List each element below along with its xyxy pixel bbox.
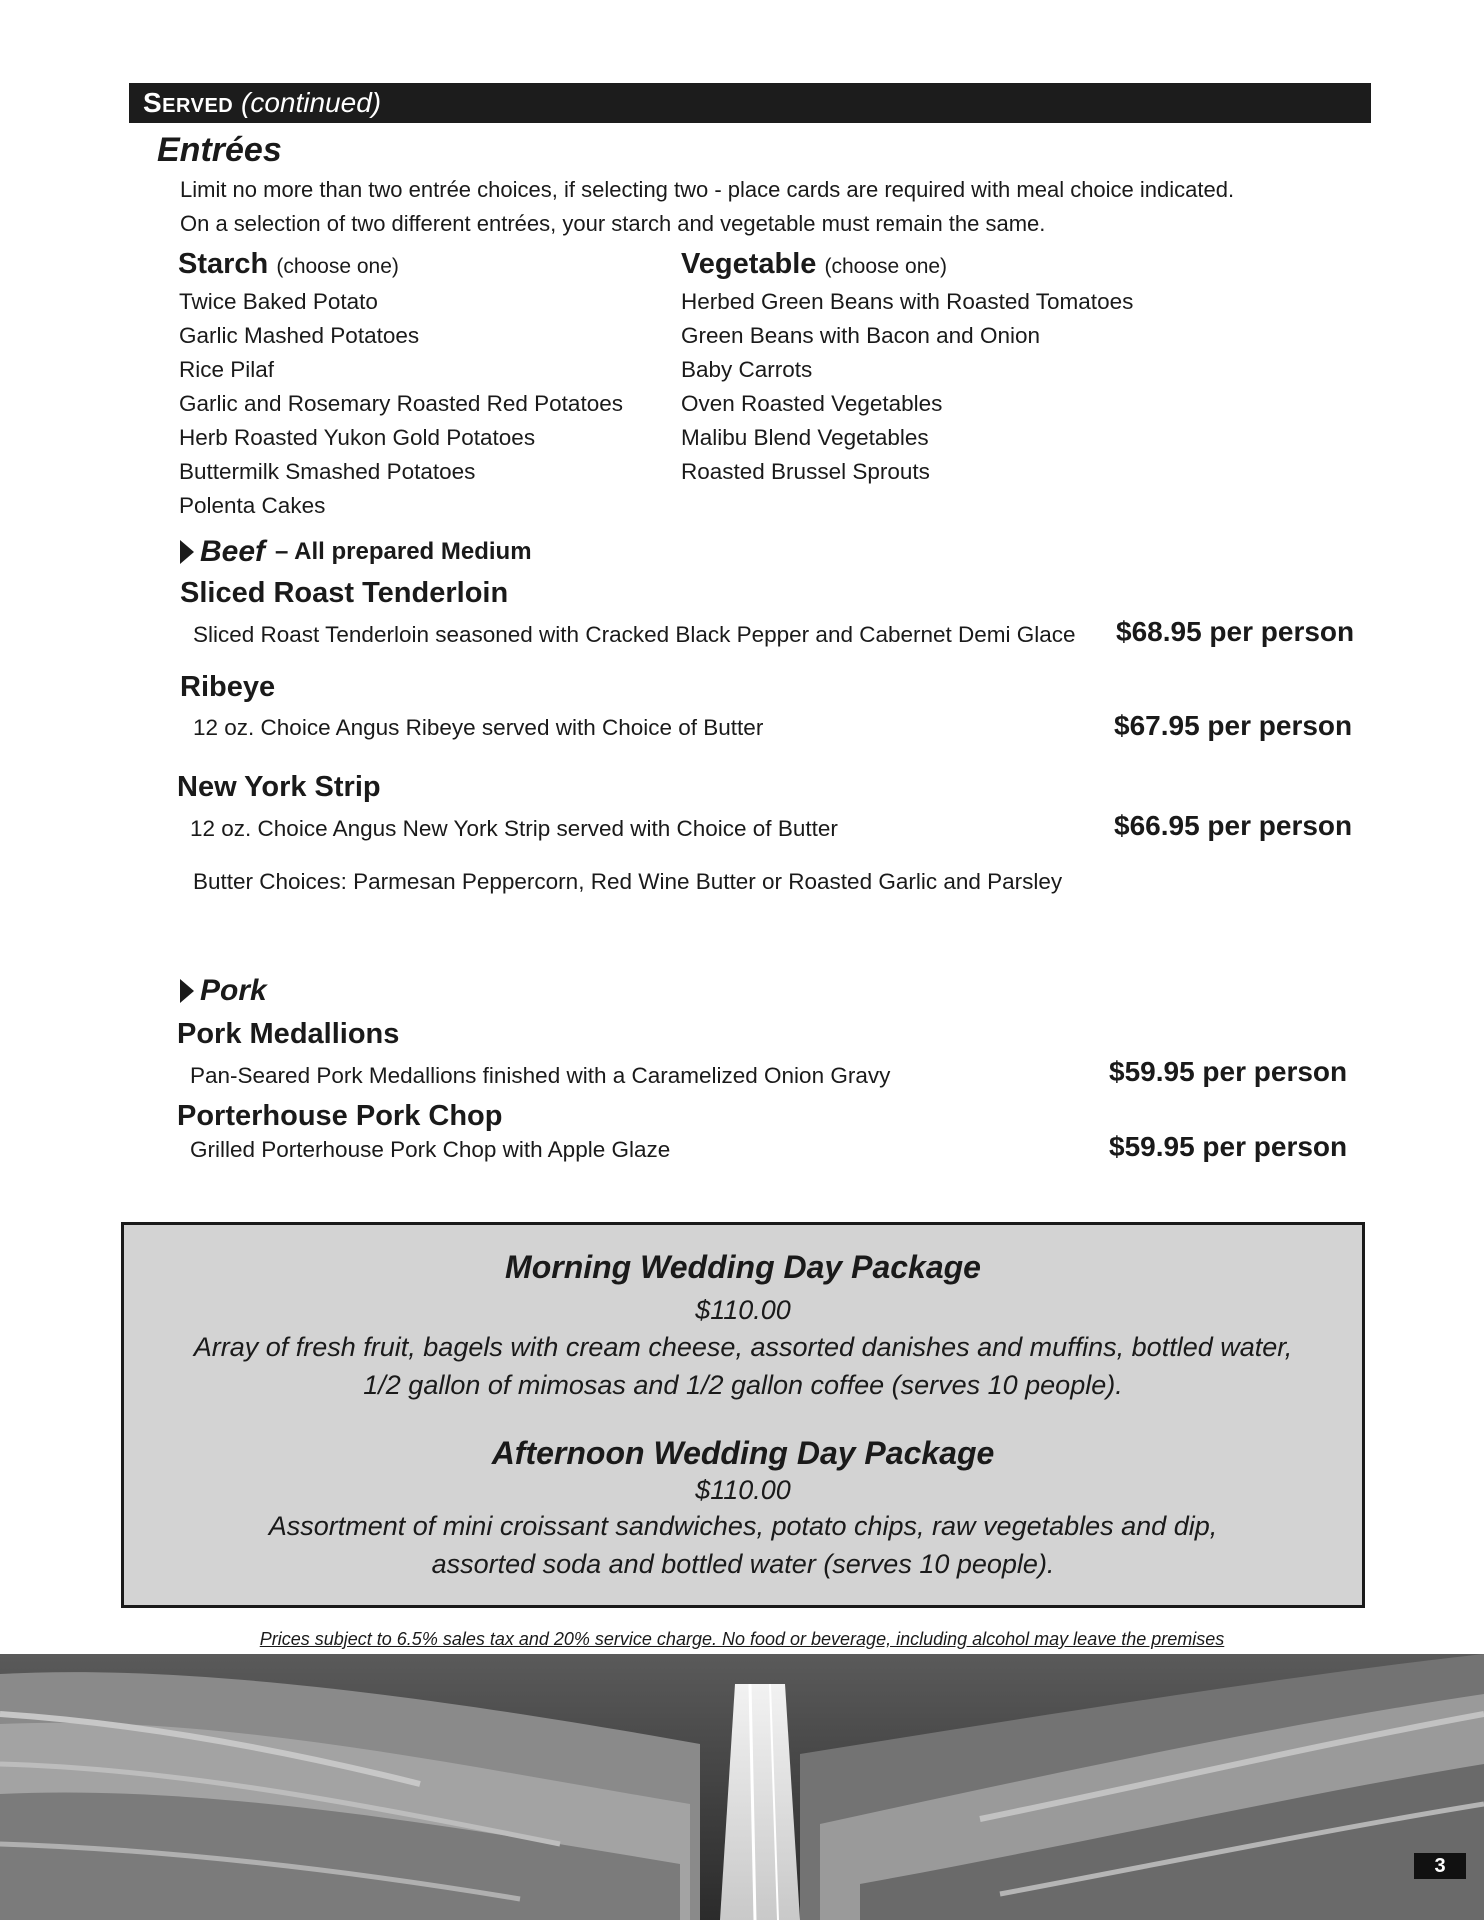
triangle-bullet-icon	[180, 540, 194, 564]
starch-list	[179, 285, 623, 523]
starch-heading-note: (choose one)	[276, 255, 399, 278]
package-price: $110.00	[695, 1295, 791, 1325]
pork-title: Pork	[200, 974, 267, 1007]
package-price: $110.00	[695, 1475, 791, 1505]
starch-item: Rice Pilaf	[179, 357, 275, 382]
beef-note: – All prepared Medium	[275, 538, 532, 565]
package-description-line: Array of fresh fruit, bagels with cream cheese, assorted danishes and muffins, bottled water,	[193, 1332, 1293, 1362]
starch-item: Herb Roasted Yukon Gold Potatoes	[179, 425, 536, 450]
dish-description: 12 oz. Choice Angus Ribeye served with Choice of Butter	[193, 715, 764, 740]
vegetable-item: Baby Carrots	[681, 357, 813, 382]
starch-item: Garlic Mashed Potatoes	[179, 323, 420, 348]
dish-description: Sliced Roast Tenderloin seasoned with Cracked Black Pepper and Cabernet Demi Glace	[193, 622, 1076, 647]
section-header-subtitle: (continued)	[241, 87, 382, 118]
package-description-line: 1/2 gallon of mimosas and 1/2 gallon coffee (serves 10 people).	[363, 1370, 1123, 1400]
vegetable-heading-note: (choose one)	[824, 255, 948, 278]
package-title: Afternoon Wedding Day Package	[491, 1435, 995, 1471]
starch-heading-label: Starch	[178, 248, 269, 280]
starch-item: Polenta Cakes	[179, 493, 326, 518]
vegetable-item: Green Beans with Bacon and Onion	[681, 323, 1040, 348]
dish-description: Grilled Porterhouse Pork Chop with Apple Glaze	[190, 1137, 671, 1162]
dish-description: 12 oz. Choice Angus New York Strip served with Choice of Butter	[190, 816, 838, 841]
vegetable-item: Roasted Brussel Sprouts	[681, 459, 930, 484]
starch-item: Buttermilk Smashed Potatoes	[179, 459, 476, 484]
page-number: 3	[1414, 1853, 1466, 1879]
dish-price: $67.95 per person	[1114, 710, 1353, 741]
beef-section-title	[180, 535, 532, 569]
wedding-packages-box	[121, 1222, 1365, 1608]
entrees-intro-line-1: Limit no more than two entrée choices, if selecting two - place cards are required with meal choice indicated.	[180, 177, 1235, 202]
triangle-bullet-icon	[180, 979, 194, 1003]
dish-name: Sliced Roast Tenderloin	[180, 577, 509, 609]
package-description-line: assorted soda and bottled water (serves 10 people).	[431, 1549, 1055, 1579]
starch-heading	[178, 248, 399, 281]
dish-description: Pan-Seared Pork Medallions finished with a Caramelized Onion Gravy	[190, 1063, 891, 1088]
vegetable-item: Malibu Blend Vegetables	[681, 425, 929, 450]
dish-price: $68.95 per person	[1116, 616, 1355, 647]
dish-name: Porterhouse Pork Chop	[177, 1100, 503, 1132]
pork-section-title	[180, 974, 267, 1008]
vegetable-heading-label: Vegetable	[681, 248, 817, 280]
vegetable-heading	[681, 248, 947, 281]
package-title: Morning Wedding Day Package	[505, 1249, 981, 1285]
pricing-footnote: Prices subject to 6.5% sales tax and 20% service charge. No food or beverage, including alcohol may leave the premises	[259, 1629, 1225, 1649]
dish-price: $59.95 per person	[1109, 1131, 1348, 1162]
dish-price: $66.95 per person	[1114, 810, 1353, 841]
dish-name: Ribeye	[180, 671, 276, 703]
package-description-line: Assortment of mini croissant sandwiches, potato chips, raw vegetables and dip,	[268, 1511, 1218, 1541]
beef-title: Beef	[200, 535, 266, 568]
entrees-intro-line-2: On a selection of two different entrées, your starch and vegetable must remain the same.	[180, 211, 1046, 236]
starch-item: Twice Baked Potato	[179, 289, 378, 314]
section-header-bar	[129, 83, 1371, 123]
vegetable-item: Oven Roasted Vegetables	[681, 391, 943, 416]
dish-name: New York Strip	[177, 771, 381, 803]
dish-price: $59.95 per person	[1109, 1056, 1348, 1087]
vegetable-list	[681, 285, 1133, 489]
vegetable-item: Herbed Green Beans with Roasted Tomatoes	[681, 289, 1134, 314]
butter-choices: Butter Choices: Parmesan Peppercorn, Red Wine Butter or Roasted Garlic and Parsley	[193, 869, 1063, 894]
waterfall-canyon-photo	[0, 1654, 1484, 1920]
section-header-title: Served	[143, 87, 234, 118]
dish-name: Pork Medallions	[177, 1018, 400, 1050]
starch-item: Garlic and Rosemary Roasted Red Potatoes	[179, 391, 623, 416]
entrees-heading: Entrées	[157, 131, 282, 169]
